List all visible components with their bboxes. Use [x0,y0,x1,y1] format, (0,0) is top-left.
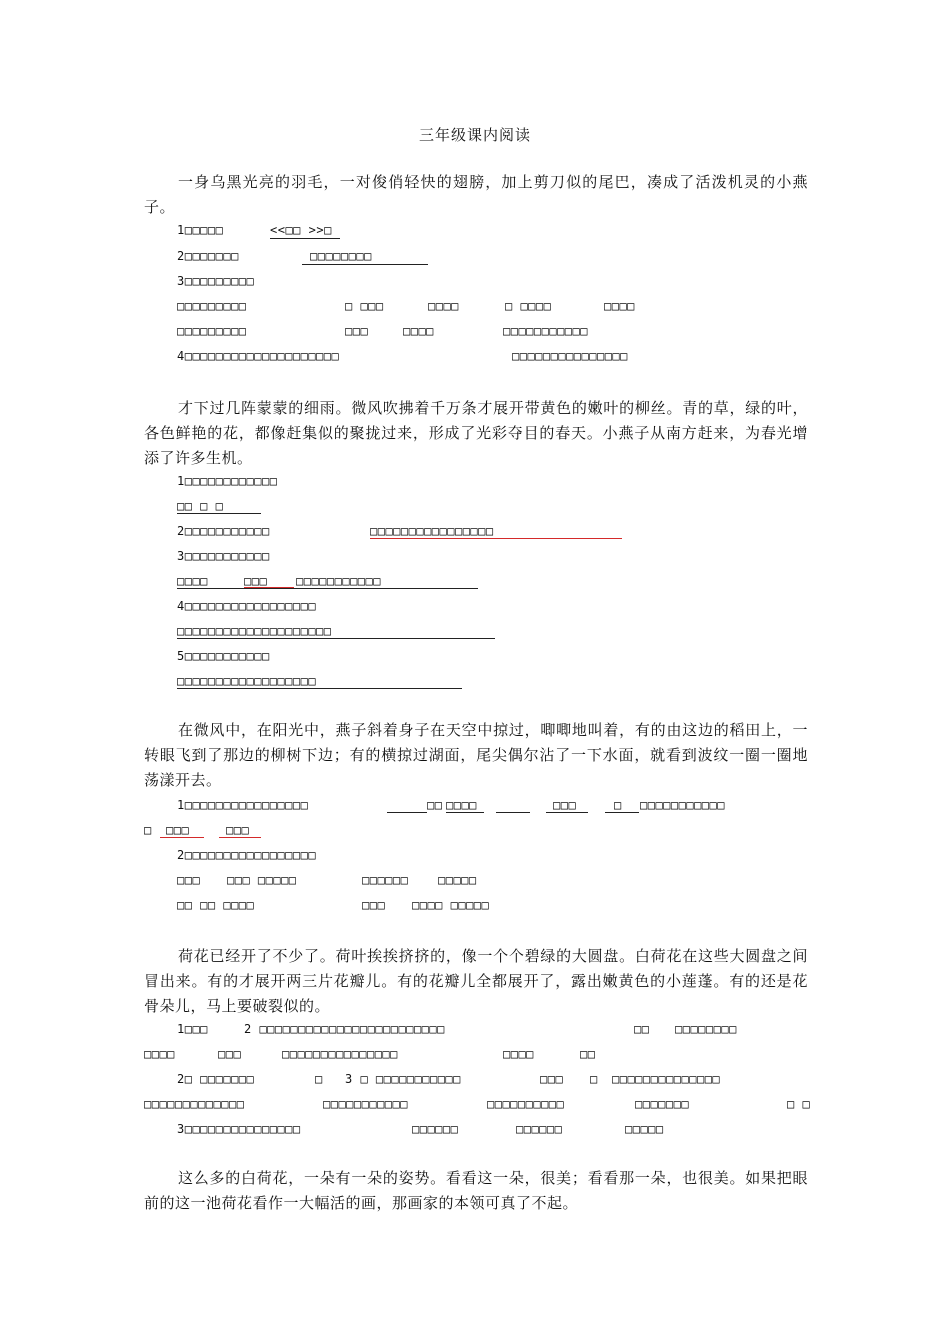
s4-line2-e: □□ [580,1047,596,1061]
s2-line7: □□□□□□□□□□□□□□□□□□□□ [177,624,332,638]
s2-line1: 1□□□□□□□□□□□□ [177,474,278,488]
s4-line2-d: □□□□ [503,1047,534,1061]
s1-line6-a: 4□□□□□□□□□□□□□□□□□□□□ [177,349,340,363]
answer-underline [446,812,484,813]
s2-line9: □□□□□□□□□□□□□□□□□□ [177,674,317,688]
passage-5: 这么多的白荷花，一朵有一朵的姿势。看看这一朵，很美；看看那一朵，也很美。如果把眼前的这一池荷花看作一大幅活的画，那画家的本领可真了不起。 [144,1169,808,1212]
s3-line1-f: □□□□□□□□□□□ [640,798,725,812]
s4-line2-a: □□□□ [144,1047,175,1061]
answer-underline [270,238,340,239]
s1-line5-d: □□□□□□□□□□□ [503,324,588,338]
s1-line4-d: □ □□□□ [505,299,552,313]
answer-underline [177,688,462,689]
s3-line3: 2□□□□□□□□□□□□□□□□□ [177,848,317,862]
s1-line3: 3□□□□□□□□□ [177,274,255,288]
s4-line3-c: 3 □ □□□□□□□□□□□ [345,1072,461,1086]
s1-line6-b: □□□□□□□□□□□□□□□ [512,349,628,363]
s4-line2-b: □□□ [218,1047,242,1061]
s3-line2-c: □□□ [226,823,250,837]
s3-line2-a: □ [144,823,152,837]
s2-line5-b: □□□ [244,574,268,588]
s4-line2-c: □□□□□□□□□□□□□□□ [282,1047,398,1061]
s2-line2: □□ □ □ [177,499,224,513]
answer-underline [177,513,261,514]
s1-line4-b: □ □□□ [345,299,384,313]
s2-line5-a: □□□□ [177,574,208,588]
s4-line4-d: □□□□□□□ [635,1097,690,1111]
s1-line5-c: □□□□ [403,324,434,338]
answer-underline [177,638,495,639]
red-answer-underline [244,587,294,588]
s3-line1-b: □□ [427,798,443,812]
s4-line3-f: □□□□□□□□□□□□□□ [612,1072,721,1086]
s1-line4-c: □□□□ [428,299,459,313]
answer-underline [177,588,478,589]
s4-line1-a: 1□□□ [177,1022,208,1036]
s1-line2-text: 2□□□□□□□ [177,249,239,263]
s4-line5-b: □□□□□□ [412,1122,459,1136]
s1-line5-b: □□□ [345,324,369,338]
s2-line3-answer: □□□□□□□□□□□□□□□□ [370,524,494,538]
passage-3: 在微风中，在阳光中，燕子斜着身子在天空中掠过，唧唧地叫着，有的由这边的稻田上，一转眼飞到了那边的柳树下边；有的横掠过湖面，尾尖偶尔沾了一下水面，就看到波纹一圈一圈地荡漾开去。 [144,721,808,789]
s1-line1-answer: <<□□ >>□ [270,223,332,237]
answer-underline [387,812,427,813]
s2-line5-c: □□□□□□□□□□□ [296,574,381,588]
red-answer-underline [219,837,261,838]
s1-line4-e: □□□□ [604,299,635,313]
s1-line5-a: □□□□□□□□□ [177,324,247,338]
red-answer-underline [370,538,622,539]
answer-underline [546,812,588,813]
s4-line1-c: □□ [634,1022,650,1036]
s4-line4-c: □□□□□□□□□□ [487,1097,565,1111]
passage-4: 荷花已经开了不少了。荷叶挨挨挤挤的，像一个个碧绿的大圆盘。白荷花在这些大圆盘之间冒出来。有的才展开两三片花瓣儿。有的花瓣儿全都展开了，露出嫩黄色的小莲蓬。有的还是花骨朵儿，马上要破裂似的。 [144,947,808,1015]
s3-line4-a: □□□ [177,873,201,887]
s4-line5-d: □□□□□ [625,1122,664,1136]
s2-line6: 4□□□□□□□□□□□□□□□□□ [177,599,317,613]
s4-line3-b: □ [315,1072,323,1086]
s3-line4-d: □□□□□ [438,873,477,887]
s1-line2-answer: □□□□□□□□ [310,249,372,263]
s3-line1-a: 1□□□□□□□□□□□□□□□□ [177,798,309,812]
s2-line3-text: 2□□□□□□□□□□□ [177,524,270,538]
s4-line4-b: □□□□□□□□□□□ [323,1097,408,1111]
passage-2: 才下过几阵蒙蒙的细雨。微风吹拂着千万条才展开带黄色的嫩叶的柳丝。青的草，绿的叶，各色鲜艳的花，都像赶集似的聚拢过来，形成了光彩夺目的春天。小燕子从南方赶来，为春光增添了许多生机。 [144,399,808,467]
s2-line8: 5□□□□□□□□□□□ [177,649,270,663]
s4-line3-a: 2□ □□□□□□□ [177,1072,255,1086]
s4-line4-a: □□□□□□□□□□□□□ [144,1097,245,1111]
s3-line4-b: □□□ □□□□□ [227,873,297,887]
answer-underline [605,812,639,813]
answer-underline [302,264,428,265]
red-answer-underline [160,837,204,838]
s4-line3-d: □□□ [540,1072,564,1086]
s3-line1-d: □□□ [553,798,577,812]
s4-line3-e: □ [590,1072,598,1086]
s4-line4-e: □ □ [787,1097,811,1111]
s1-line4-a: □□□□□□□□□ [177,299,247,313]
s4-line5-c: □□□□□□ [516,1122,563,1136]
document-title: 三年级课内阅读 [418,126,531,144]
s3-line5-a: □□ □□ □□□□ [177,898,255,912]
s4-line1-d: □□□□□□□□ [675,1022,737,1036]
s3-line1-c: □□□□ [446,798,477,812]
s3-line5-b: □□□ [362,898,386,912]
s3-line1-e: □ [614,798,622,812]
passage-1: 一身乌黑光亮的羽毛，一对俊俏轻快的翅膀，加上剪刀似的尾巴，凑成了活泼机灵的小燕子。 [144,173,808,216]
s3-line4-c: □□□□□□ [362,873,409,887]
s1-line1-text: 1□□□□□ [177,223,224,237]
s3-line5-c: □□□□ □□□□□ [412,898,490,912]
s4-line5-a: 3□□□□□□□□□□□□□□□ [177,1122,301,1136]
s2-line4: 3□□□□□□□□□□□ [177,549,270,563]
answer-underline [496,812,530,813]
s4-line1-b: 2 □□□□□□□□□□□□□□□□□□□□□□□□ [244,1022,445,1036]
s3-line2-b: □□□ [166,823,190,837]
